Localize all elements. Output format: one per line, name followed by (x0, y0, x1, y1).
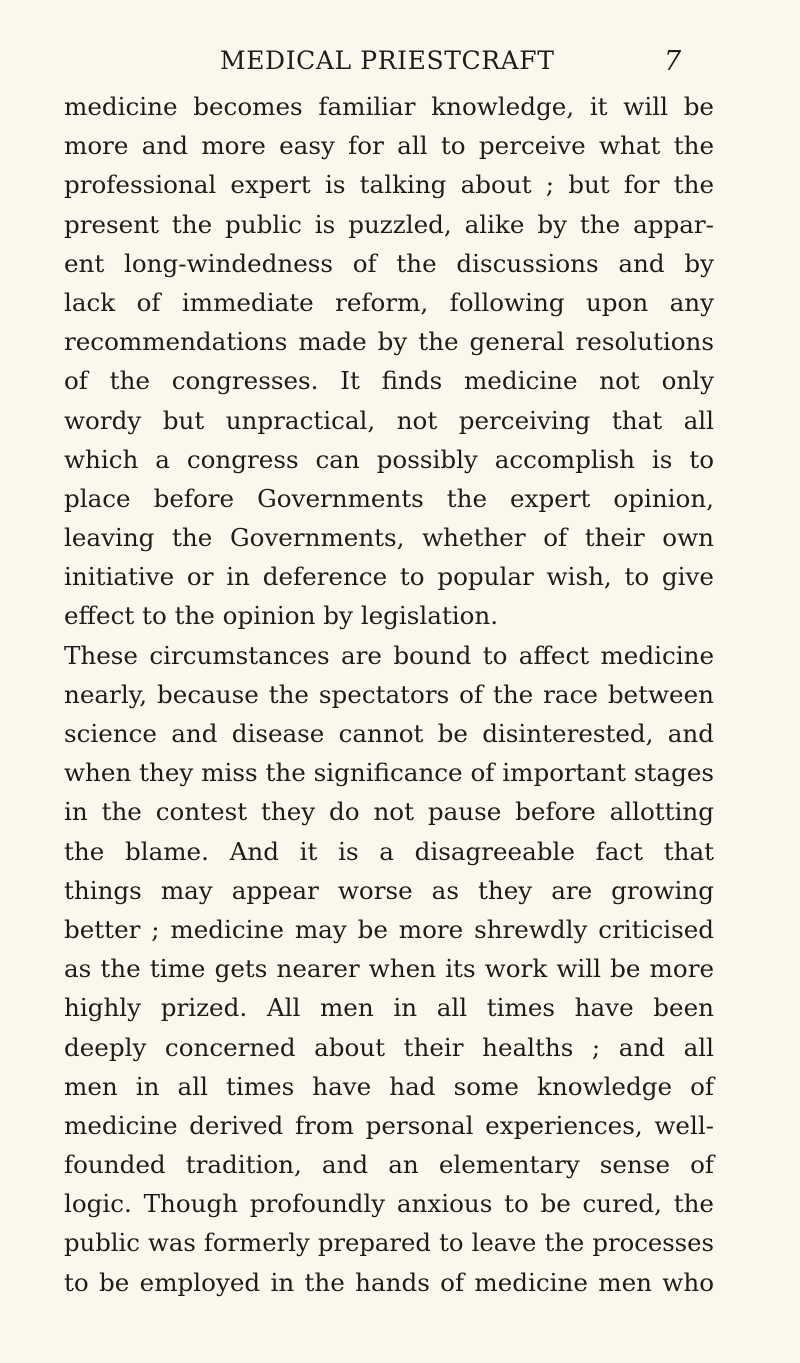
text-line: nearly, because the spectators of the race between (64, 679, 714, 709)
paragraph-end-line: effect to the opinion by legislation. (64, 601, 499, 631)
text-line: medicine becomes familiar knowledge, it will be (64, 92, 714, 121)
text-line: professional expert is talking about ; but for the (64, 170, 714, 200)
text-line: of the congresses. It finds medicine not only (64, 366, 714, 396)
page-header (0, 41, 800, 81)
text-line: logic. Though profoundly anxious to be cured, the (64, 1189, 714, 1219)
text-line: recommendations made by the general resolutions (64, 327, 714, 357)
text-line: more and more easy for all to perceive what the (64, 131, 714, 161)
text-line: These circumstances are bound to affect medicine (64, 640, 714, 670)
text-line: medicine derived from personal experiences, well- (64, 1110, 714, 1140)
text-line: highly prized. All men in all times have been (64, 993, 714, 1023)
text-line: initiative or in deference to popular wish, to give (64, 562, 714, 592)
text-line: the blame. And it is a disagreeable fact that (64, 836, 714, 866)
text-line: as the time gets nearer when its work will be more (64, 954, 714, 984)
text-line: leaving the Governments, whether of their own (64, 523, 714, 553)
text-line: place before Governments the expert opinion, (64, 483, 714, 513)
running-title: MEDICAL PRIESTCRAFT (220, 46, 555, 75)
text-line: which a congress can possibly accomplish is to (64, 444, 714, 474)
text-line: public was formerly prepared to leave the processes (64, 1228, 714, 1258)
text-line: better ; medicine may be more shrewdly criticised (64, 914, 714, 944)
text-line: to be employed in the hands of medicine men who (64, 1267, 714, 1297)
text-line: lack of immediate reform, following upon any (64, 287, 714, 317)
text-line: ent long-windedness of the discussions and by (64, 248, 714, 278)
text-line: when they miss the significance of important stages (64, 758, 714, 788)
text-line: deeply concerned about their healths ; and all (64, 1032, 714, 1062)
text-line: founded tradition, and an elementary sense of (64, 1150, 714, 1180)
page-number: 7 (664, 46, 682, 77)
body-text (64, 87, 714, 1302)
text-line: science and disease cannot be disinterested, and (64, 719, 714, 748)
text-line: things may appear worse as they are growing (64, 875, 714, 905)
text-line: wordy but unpractical, not perceiving that all (64, 405, 714, 435)
text-line: men in all times have had some knowledge of (64, 1071, 714, 1101)
text-line: in the contest they do not pause before allotting (64, 797, 714, 827)
text-line: present the public is puzzled, alike by the appar- (64, 209, 714, 239)
